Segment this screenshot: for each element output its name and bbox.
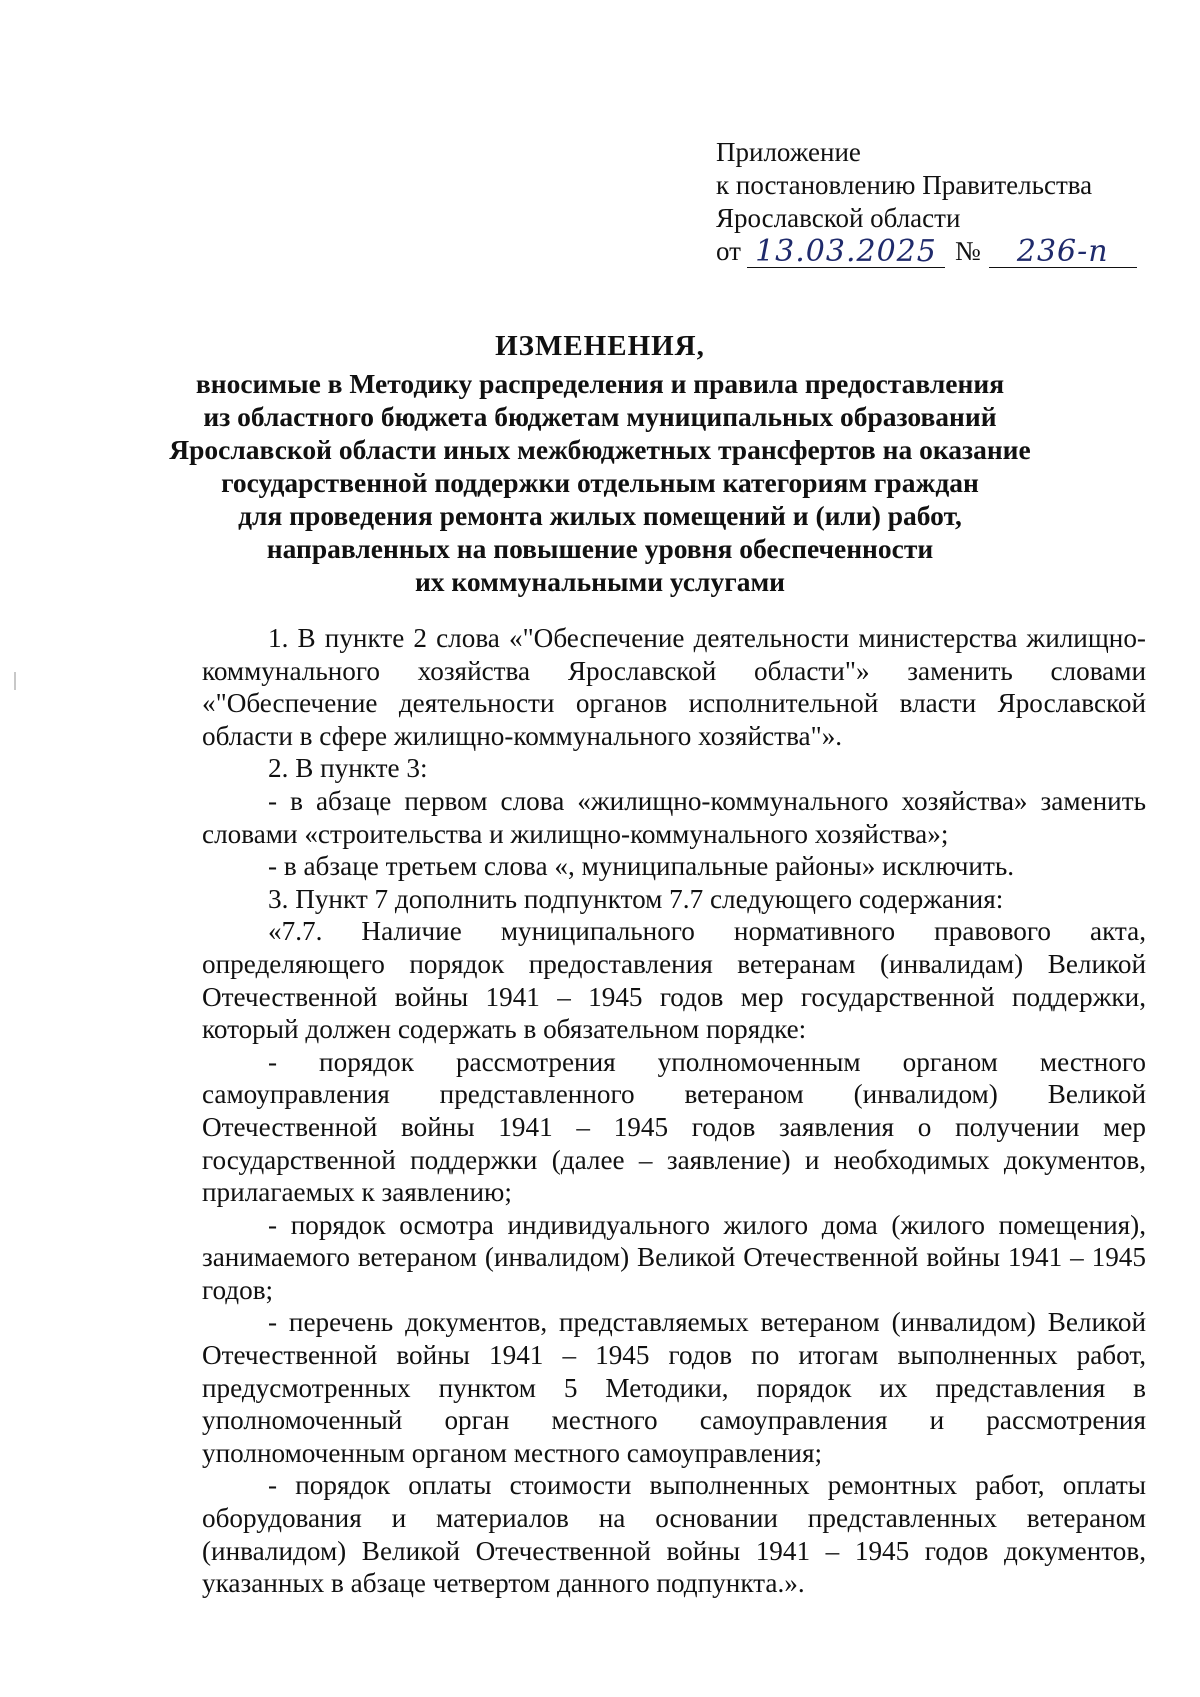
document-title [150, 330, 1050, 598]
appendix-label: Приложение [716, 137, 861, 167]
title-line: государственной поддержки отдельным категориям граждан [221, 467, 979, 498]
title-line: для проведения ремонта жилых помещений и (или) работ, [238, 500, 962, 531]
appendix-resolution-line: к постановлению Правительства [716, 170, 1093, 200]
handwritten-date: 13.03.2025 [747, 237, 945, 268]
paragraph-subitem: - в абзаце третьем слова «, муниципальные районы» исключить. [268, 851, 1015, 882]
title-line: направленных на повышение уровня обеспеченности [266, 533, 934, 564]
paragraph-bullet: - перечень документов, представляемых ветераном (инвалидом) Великой Отечественной войны 1941 – 1945 годов по итогам выполненных работ, предусмотренных пунктом 5 Методики, порядок их представления в уполномоченный орган местного самоуправления и рассмотрения уполномоченным органом местного самоуправления; [202, 1307, 1146, 1468]
title-line: вносимые в Методику распределения и правила предоставления [195, 368, 1005, 399]
paragraph-quoted-7-7: «7.7. Наличие муниципального нормативного правового акта, определяющего порядок предоставления ветеранам (инвалидам) Великой Отечественной войны 1941 – 1945 годов мер государственной поддержки, который должен содержать в обязательном порядке: [202, 916, 1146, 1045]
paragraph-item-2: 2. В пункте 3: [268, 753, 428, 784]
paragraph-item-1: 1. В пункте 2 слова «"Обеспечение деятельности министерства жилищно-коммунального хозяйства Ярославской области"» заменить словами «"Обеспечение деятельности органов исполнительной власти Ярославской области в сфере жилищно-коммунального хозяйства"». [202, 623, 1146, 751]
number-sign: № [954, 236, 981, 266]
appendix-block [716, 136, 1156, 268]
appendix-date-number-row [716, 235, 1156, 268]
paragraph-item-3: 3. Пункт 7 дополнить подпунктом 7.7 следующего содержания: [268, 883, 1004, 914]
paragraph-bullet: - порядок осмотра индивидуального жилого дома (жилого помещения), занимаемого ветераном (инвалидом) Великой Отечественной войны 1941 – 1945 годов; [202, 1209, 1146, 1305]
scan-margin-mark [14, 672, 16, 690]
title-line: их коммунальными услугами [414, 566, 786, 597]
title-line: из областного бюджета бюджетам муниципальных образований [203, 401, 997, 432]
handwritten-number: 236-п [989, 237, 1137, 268]
appendix-region-line: Ярославской области [716, 203, 961, 233]
paragraph-bullet: - порядок рассмотрения уполномоченным органом местного самоуправления представленного ветераном (инвалидом) Великой Отечественной войны 1941 – 1945 годов заявления о получении мер государственной поддержки (далее – заявление) и необходимых документов, прилагаемых к заявлению; [202, 1046, 1146, 1208]
title-line: Ярославской области иных межбюджетных трансфертов на оказание [169, 434, 1031, 465]
paragraph-subitem: - в абзаце первом слова «жилищно-коммунального хозяйства» заменить словами «строительства и жилищно-коммунального хозяйства»; [202, 785, 1146, 849]
paragraph-bullet: - порядок оплаты стоимости выполненных ремонтных работ, оплаты оборудования и материалов на основании представленных ветераном (инвалидом) Великой Отечественной войны 1941 – 1945 годов документов, указанных в абзаце четвертом данного подпункта.». [202, 1470, 1146, 1599]
title-heading: ИЗМЕНЕНИЯ, [495, 330, 705, 362]
from-label: от [716, 236, 741, 266]
document-body [202, 622, 1146, 1600]
